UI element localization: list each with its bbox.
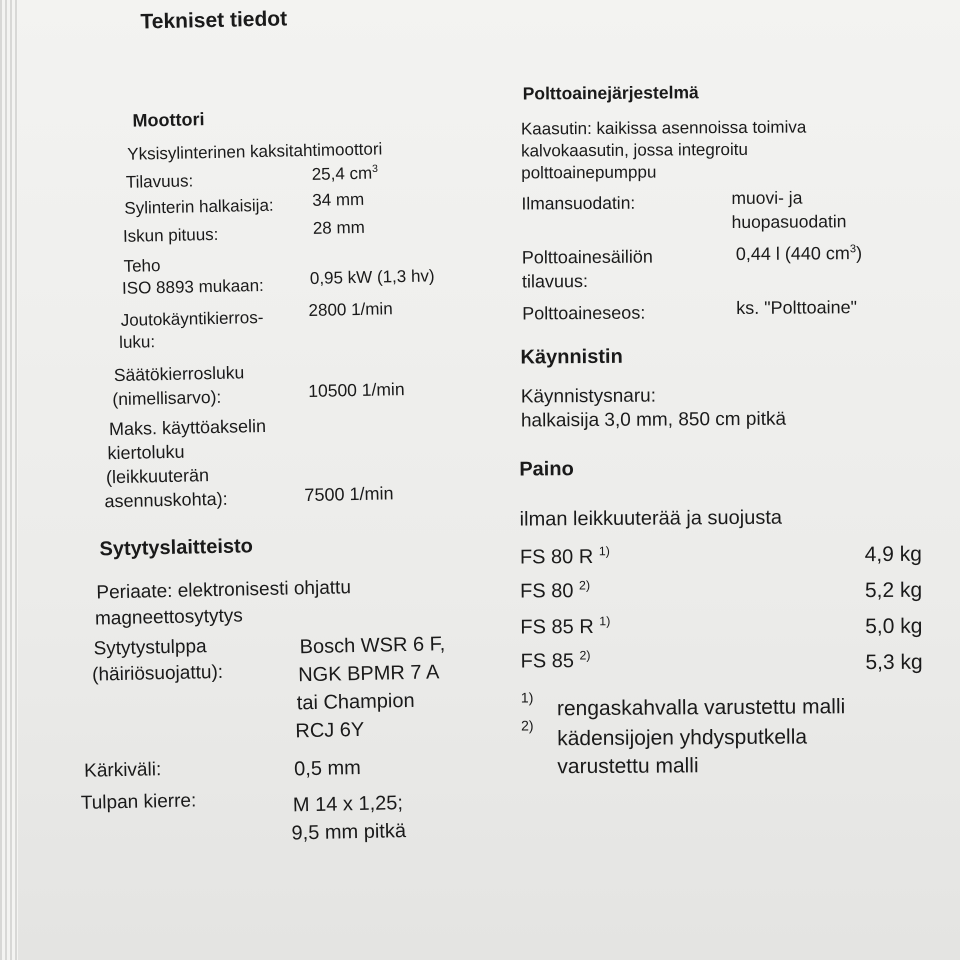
thread-value-2: 9,5 mm pitkä (291, 820, 407, 845)
footnote-text-1: rengaskahvalla varustettu malli (556, 695, 846, 721)
power-value: 0,95 kW (1,3 hv) (309, 266, 435, 288)
footnote-text-2b: varustettu malli (557, 754, 699, 779)
engine-type: Yksisylinterinen kaksitahtimoottori (127, 139, 383, 164)
ignition-heading: Sytytyslaitteisto (99, 535, 254, 561)
max-shaft-label-1: Maks. käyttöakselin (108, 415, 267, 440)
right-column (18, 0, 960, 960)
gap-value: 0,5 mm (293, 756, 362, 781)
max-shaft-label-4: asennuskohta): (104, 488, 228, 512)
air-filter-value-2: huopasuodatin (731, 211, 847, 233)
carb-line-2: kalvokaasutin, jossa integroitu (521, 139, 748, 161)
tank-label-2: tilavuus: (521, 271, 589, 292)
spark-plug-label-1: Sytytystulppa (93, 636, 207, 660)
fuel-mix-value: ks. "Polttoaine" (736, 297, 858, 318)
weight-value-3: 5,0 kg (865, 614, 923, 639)
carb-line-3: polttoainepumppu (521, 162, 657, 183)
displacement-value: 25,4 $cm^3$ (311, 162, 379, 184)
idle-label-2: luku: (118, 332, 156, 352)
footnote-mark-2: 2) (521, 717, 534, 734)
displacement-label: Tilavuus: (125, 171, 194, 192)
bore-label: Sylinterin halkaisija: (124, 195, 274, 218)
weight-model-3: FS 85 R $^{1)}$ (520, 614, 611, 639)
spark-plug-value-4: RCJ 6Y (295, 718, 365, 743)
gap-label: Kärkiväli: (83, 759, 162, 782)
air-filter-value-1: muovi- ja (731, 187, 803, 209)
idle-label-1: Joutokäyntikierros- (120, 307, 264, 330)
stroke-value: 28 mm (312, 217, 366, 238)
starter-heading: Käynnistin (520, 345, 623, 369)
idle-value: 2800 1/min (308, 299, 393, 320)
spark-plug-label-2: (häiriösuojattu): (91, 661, 224, 686)
weight-heading: Paino (519, 458, 574, 481)
fuel-mix-label: Polttoaineseos: (522, 302, 646, 324)
engine-heading: Moottori (132, 109, 205, 131)
weight-value-4: 5,3 kg (865, 650, 923, 675)
ignition-principle-1: Periaate: elektronisesti ohjattu (96, 577, 352, 604)
spark-plug-value-1: Bosch WSR 6 F, (299, 633, 446, 659)
weight-model-4: FS 85 $^{2)}$ (520, 648, 591, 673)
starter-line-1: Käynnistysnaru: (520, 385, 657, 408)
weight-value-2: 5,2 kg (864, 578, 923, 603)
page-title: Tekniset tiedot (140, 7, 288, 34)
max-shaft-label-3: (leikkuuterän (105, 465, 210, 488)
footnote-mark-1: 1) (520, 689, 534, 706)
thread-label: Tulpan kierre: (80, 790, 197, 814)
weight-value-1: 4,9 kg (864, 542, 922, 567)
tank-label-1: Polttoainesäiliön (521, 246, 653, 268)
regulating-label-1: Säätökierrosluku (113, 362, 245, 386)
weight-intro: ilman leikkuuterää ja suojusta (519, 506, 783, 531)
weight-model-1: FS 80 R $^{1)}$ (519, 544, 610, 569)
air-filter-label: Ilmansuodatin: (521, 192, 636, 214)
max-shaft-label-2: kiertoluku (107, 441, 185, 464)
carb-line-1: Kaasutin: kaikissa asennoissa toimiva (520, 117, 807, 139)
starter-line-2: halkaisija 3,0 mm, 850 cm pitkä (520, 408, 787, 432)
power-label-2: ISO 8893 mukaan: (121, 275, 264, 298)
stroke-label: Iskun pituus: (122, 224, 219, 246)
spark-plug-value-2: NGK BPMR 7 A (297, 661, 440, 687)
weight-model-2: FS 80 $^{2)}$ (520, 578, 591, 603)
manual-page (18, 0, 960, 960)
fuel-heading: Polttoainejärjestelmä (522, 82, 699, 104)
bore-value: 34 mm (312, 189, 365, 210)
thread-value-1: M 14 x 1,25; (292, 792, 404, 817)
max-shaft-value: 7500 1/min (304, 483, 394, 506)
footnote-text-2a: kädensijojen yhdysputkella (557, 725, 808, 751)
power-label-1: Teho (123, 256, 161, 276)
regulating-label-2: (nimellisarvo): (112, 386, 222, 410)
regulating-value: 10500 1/min (308, 378, 405, 402)
spark-plug-value-3: tai Champion (296, 689, 415, 715)
tank-value: 0,44 l (440 $cm^3$) (735, 243, 863, 264)
ignition-principle-2: magneettosytytys (94, 605, 244, 630)
